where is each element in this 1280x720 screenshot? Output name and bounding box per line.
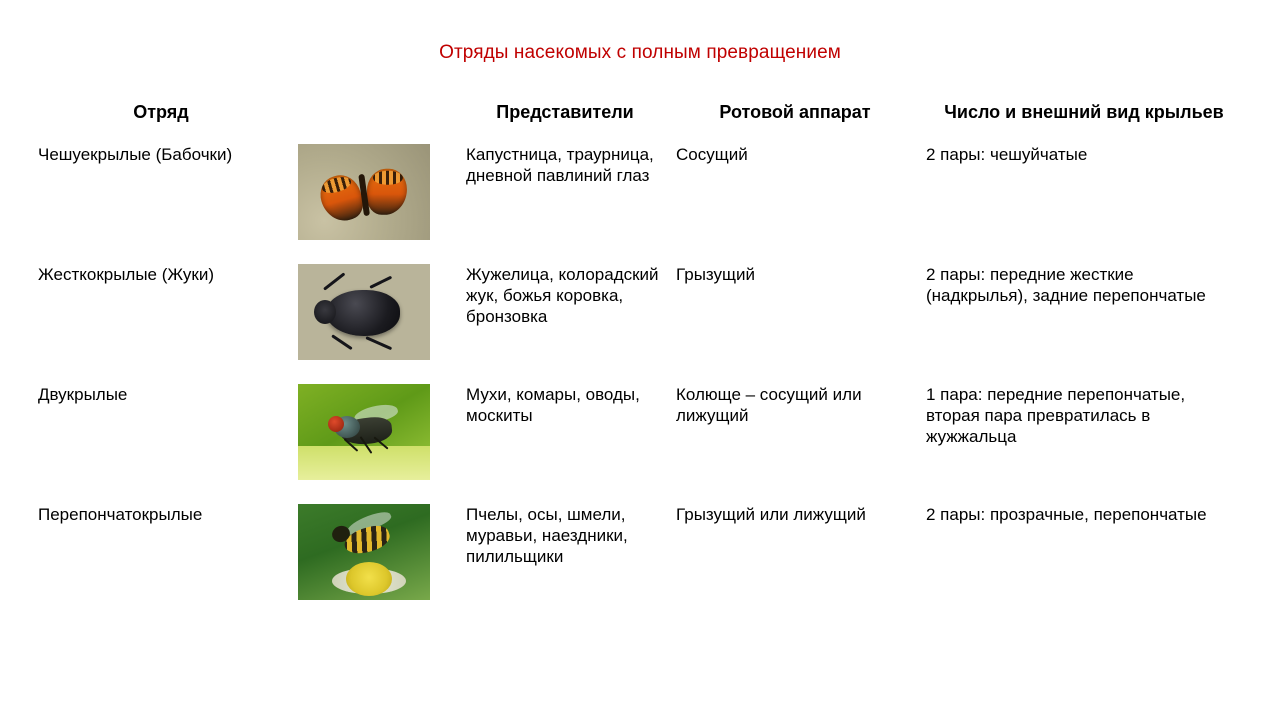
table-header-row <box>32 98 1248 134</box>
cell-mouthparts: Грызущий или лижущий <box>676 504 866 524</box>
beetle-leg <box>365 336 392 350</box>
cell-order: Чешуекрылые (Бабочки) <box>38 144 233 164</box>
cell-photo <box>290 254 460 374</box>
cell-order: Жесткокрылые (Жуки) <box>38 264 215 284</box>
cell-wings: 1 пара: передние перепончатые, вторая пара превратилась в жужжальца <box>926 384 1186 447</box>
table-row <box>32 374 1248 494</box>
table-row <box>32 254 1248 374</box>
bee-photo <box>298 504 430 600</box>
cell-representatives: Капустница, траурница, дневной павлиний глаз <box>466 144 654 186</box>
cell-representatives: Пчелы, осы, шмели, муравьи, наездники, пилильщики <box>466 504 628 567</box>
cell-photo <box>290 134 460 254</box>
column-header-mouthparts: Ротовой аппарат <box>719 102 871 122</box>
cell-mouthparts: Сосущий <box>676 144 748 164</box>
column-header-order: Отряд <box>133 102 189 122</box>
table-header <box>32 98 1248 134</box>
beetle-leg <box>369 276 392 289</box>
insect-orders-table <box>32 98 1248 614</box>
cell-photo <box>290 374 460 494</box>
beetle-leg <box>323 272 345 290</box>
cell-photo <box>290 494 460 614</box>
butterfly-photo <box>298 144 430 240</box>
butterfly-wing-right <box>367 169 407 215</box>
cell-wings: 2 пары: прозрачные, перепончатые <box>926 504 1207 524</box>
column-header-representatives: Представители <box>496 102 634 122</box>
fly-eye <box>328 416 344 432</box>
leaf-background <box>298 446 430 480</box>
beetle-photo <box>298 264 430 360</box>
cell-representatives: Жужелица, колорадский жук, божья коровка, бронзовка <box>466 264 659 327</box>
column-header-photo <box>290 98 460 134</box>
page-title: Отряды насекомых с полным превращением <box>439 42 841 63</box>
cell-wings: 2 пары: чешуйчатые <box>926 144 1088 164</box>
beetle-body <box>326 290 400 336</box>
column-header-wings: Число и внешний вид крыльев <box>944 102 1224 122</box>
table-row <box>32 134 1248 254</box>
table-row <box>32 494 1248 614</box>
table-body <box>32 134 1248 614</box>
cell-mouthparts: Грызущий <box>676 264 756 284</box>
fly-photo <box>298 384 430 480</box>
butterfly-illustration <box>318 162 410 225</box>
flower-center <box>346 562 392 596</box>
cell-mouthparts: Колюще – сосущий или лижущий <box>676 384 862 426</box>
beetle-leg <box>331 334 353 350</box>
cell-representatives: Мухи, комары, оводы, москиты <box>466 384 640 426</box>
cell-wings: 2 пары: передние жесткие (надкрылья), задние перепончатые <box>926 264 1206 306</box>
cell-order: Двукрылые <box>38 384 128 404</box>
cell-order: Перепончатокрылые <box>38 504 203 524</box>
beetle-head <box>314 300 336 324</box>
